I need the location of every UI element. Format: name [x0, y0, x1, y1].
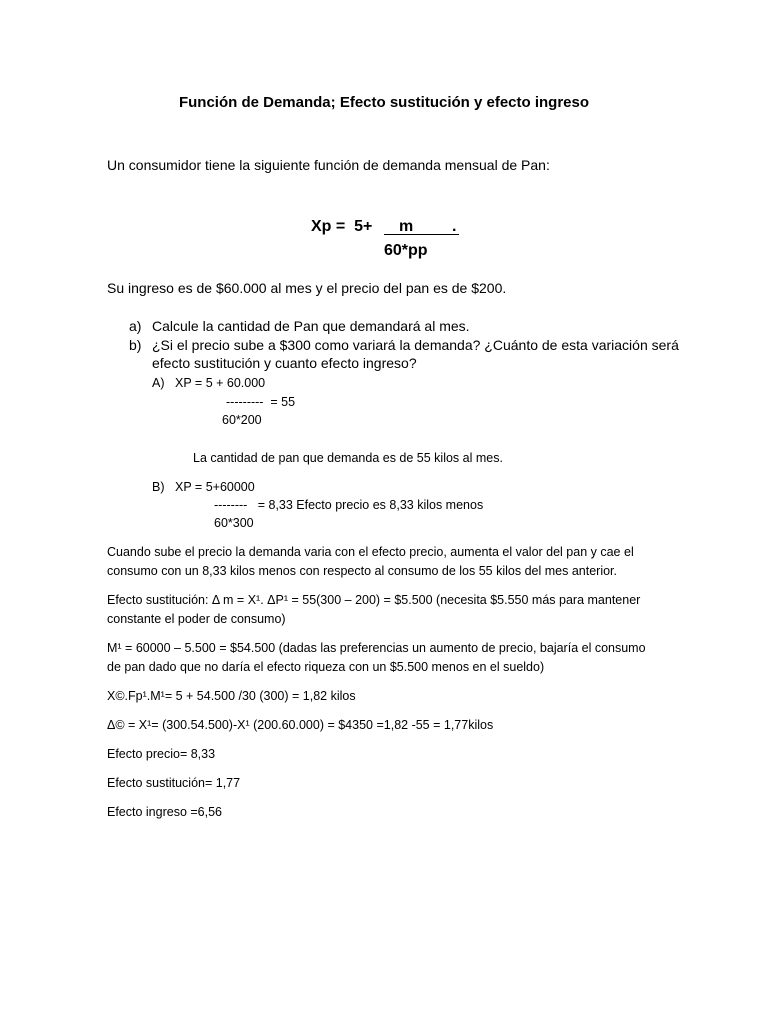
answer-b-line3: 60*300: [214, 516, 254, 530]
paragraph-line: Efecto sustitución= 1,77: [107, 776, 241, 790]
paragraph-line: de pan dado que no daría el efecto riqueza con un $5.500 menos en el sueldo): [107, 660, 545, 674]
answer-a-label: A): [152, 376, 165, 390]
answer-a-line3: 60*200: [222, 413, 262, 427]
paragraph-line: Cuando sube el precio la demanda varia con el efecto precio, aumenta el valor del pan y cae el: [107, 545, 634, 559]
formula-denominator: 60*pp: [384, 242, 428, 259]
answer-a-conclusion: La cantidad de pan que demanda es de 55 kilos al mes.: [193, 451, 503, 465]
question-a-text: Calcule la cantidad de Pan que demandará al mes.: [152, 318, 470, 334]
paragraph-line: Efecto sustitución: Δ m = X¹. ΔP¹ = 55(300 – 200) = $5.500 (necesita $5.550 más para mantener: [107, 593, 641, 607]
answer-b-label: B): [152, 480, 165, 494]
document-title: Función de Demanda; Efecto sustitución y efecto ingreso: [178, 94, 590, 111]
income-text: Su ingreso es de $60.000 al mes y el precio del pan es de $200.: [107, 280, 507, 296]
paragraph-line: X©.Fp¹.M¹= 5 + 54.500 /30 (300) = 1,82 kilos: [107, 689, 356, 703]
formula-numerator: m: [399, 218, 414, 235]
paragraph-line: M¹ = 60000 – 5.500 = $54.500 (dadas las preferencias un aumento de precio, bajaría el consumo: [107, 641, 646, 655]
paragraph-line: consumo con un 8,33 kilos menos con respecto al consumo de los 55 kilos del mes anterior.: [107, 564, 617, 578]
answer-a-line1: XP = 5 + 60.000: [175, 376, 266, 390]
paragraph-line: constante el poder de consumo): [107, 612, 286, 626]
question-a-marker: a): [129, 318, 142, 334]
paragraph-line: Efecto ingreso =6,56: [107, 805, 223, 819]
paragraph-line: Efecto precio= 8,33: [107, 747, 216, 761]
paragraph-line: Δ© = X¹= (300.54.500)-X¹ (200.60.000) = $4350 =1,82 -55 = 1,77kilos: [107, 718, 494, 732]
answer-b-line1: XP = 5+60000: [175, 480, 255, 494]
answer-b-line2: -------- = 8,33 Efecto precio es 8,33 kilos menos: [214, 498, 484, 512]
formula-fraction-bar: [384, 234, 459, 235]
formula-dot: .: [452, 218, 457, 235]
formula-lhs: Xp = 5+: [311, 218, 373, 235]
question-b-text: ¿Si el precio sube a $300 como variará la demanda? ¿Cuánto de esta variación será: [152, 337, 679, 353]
answer-a-line2: --------- = 55: [226, 395, 296, 409]
question-b-marker: b): [129, 337, 142, 353]
question-b-continuation: efecto sustitución y cuanto efecto ingreso?: [152, 355, 417, 371]
intro-text: Un consumidor tiene la siguiente función de demanda mensual de Pan:: [107, 157, 550, 173]
